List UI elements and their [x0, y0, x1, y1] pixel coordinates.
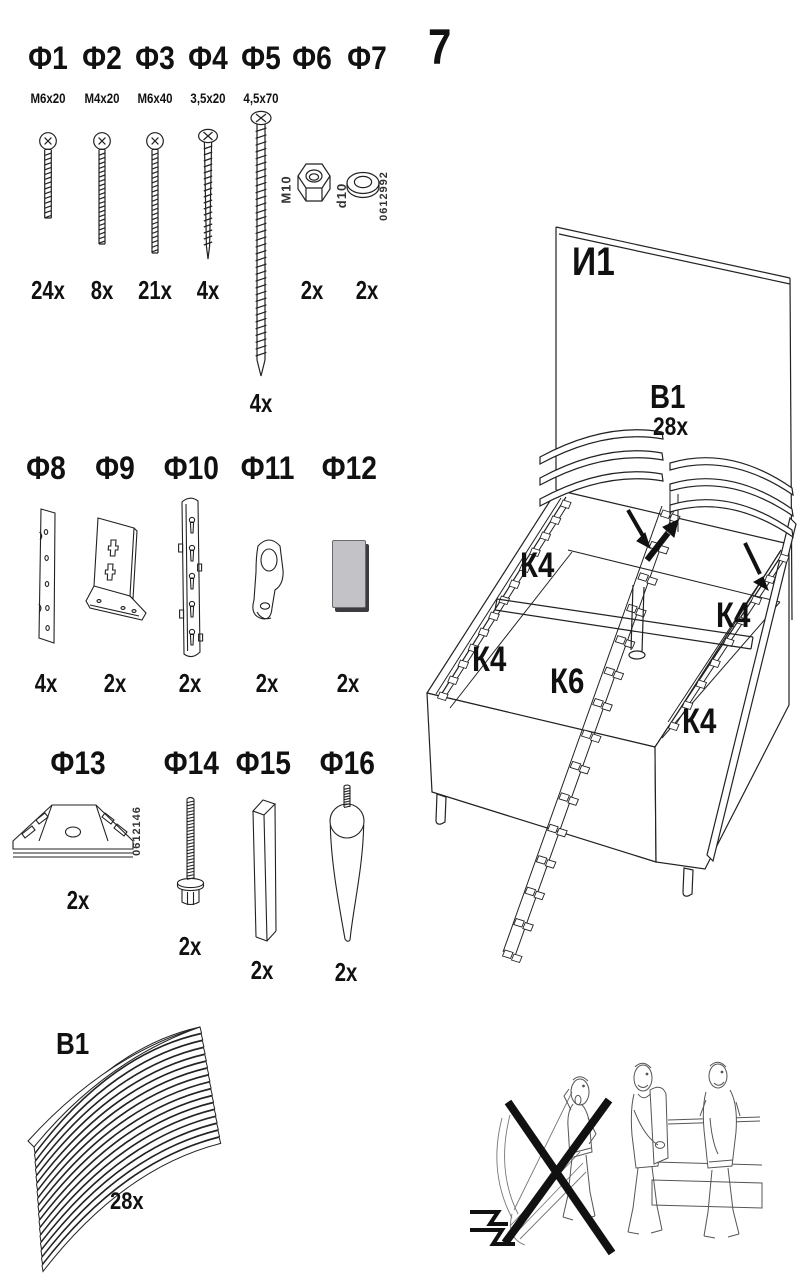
- part-label: Ф7: [347, 40, 387, 76]
- washer-marking: d10: [334, 182, 350, 209]
- part-count: 2x: [355, 275, 379, 305]
- screw-pan-icon: [36, 132, 60, 228]
- part-f1: [18, 40, 78, 370]
- part-count: 2x: [103, 668, 127, 698]
- part-count: 8x: [90, 275, 114, 305]
- part-label: Ф11: [240, 450, 295, 486]
- part-count: 2x: [334, 957, 358, 987]
- part-count: 2x: [178, 931, 202, 961]
- hex-nut-icon: [290, 152, 336, 214]
- headboard-label: И1: [572, 240, 615, 284]
- part-f6: [278, 40, 342, 370]
- part-count: 21x: [138, 275, 172, 305]
- part-f13: [8, 745, 148, 925]
- part-label: Ф4: [188, 40, 228, 76]
- part-label: Ф3: [135, 40, 175, 76]
- part-count: 2x: [336, 668, 360, 698]
- k4-label: К4: [472, 640, 507, 679]
- part-size: M6x20: [30, 90, 66, 106]
- part-size: 4,5x70: [243, 90, 279, 106]
- two-person-carry-icon: [628, 1062, 762, 1238]
- part-label: Ф6: [292, 40, 332, 76]
- part-count: 24x: [31, 275, 65, 305]
- k4-label: К4: [682, 702, 717, 741]
- part-label: Ф1: [28, 40, 68, 76]
- part-label: Ф9: [95, 450, 135, 486]
- slat-stack-illustration: [18, 1005, 228, 1277]
- slat-label: В1: [650, 378, 686, 415]
- round-leg-icon: [324, 783, 368, 947]
- k6-label: К6: [550, 662, 585, 701]
- part-count: 2x: [255, 668, 279, 698]
- part-label: Ф14: [163, 745, 219, 781]
- part-size: M4x20: [84, 90, 120, 106]
- square-leg-icon: [245, 795, 279, 945]
- part-label: Ф13: [50, 745, 106, 781]
- hinge-plate-icon: [244, 530, 290, 630]
- part-f15: [232, 745, 292, 985]
- part-label: Ф12: [321, 450, 377, 486]
- part-count: 4x: [249, 388, 273, 418]
- slat-count: 28x: [653, 413, 689, 441]
- part-label: Ф16: [319, 745, 375, 781]
- k4-label: К4: [716, 596, 751, 635]
- washer-icon: [343, 168, 383, 204]
- part-f9: [85, 450, 145, 700]
- part-f12: [318, 450, 378, 700]
- part-f8: [16, 450, 76, 700]
- part-label: Ф2: [82, 40, 122, 76]
- screw-long-icon: [248, 110, 274, 380]
- center-support-leg: [629, 585, 645, 659]
- part-label: Ф8: [26, 450, 66, 486]
- felt-pad-icon: [332, 540, 366, 608]
- part-count: 2x: [178, 668, 202, 698]
- part-f14: [160, 745, 220, 975]
- corner-bracket-icon: [10, 795, 136, 875]
- part-size: 3,5x20: [190, 90, 226, 106]
- slat-stack-count: 28x: [110, 1188, 144, 1215]
- part-count: 4x: [34, 668, 58, 698]
- screw-pan-icon: [90, 132, 114, 254]
- threaded-rod-icon: [171, 795, 209, 913]
- k4-label: К4: [520, 546, 555, 585]
- cross-out-x: [505, 1100, 612, 1253]
- slotted-plate-icon: [169, 494, 211, 664]
- screw-pan-icon: [143, 132, 167, 262]
- part-f7: [334, 40, 397, 370]
- nut-marking: M10: [278, 175, 294, 204]
- part-f10: [160, 450, 220, 700]
- part-count: 2x: [66, 885, 90, 915]
- part-count: 2x: [300, 275, 324, 305]
- slat-stack-label: В1: [56, 1026, 90, 1061]
- corner-bracket-part-code: 0612146: [130, 806, 143, 856]
- l-bracket-icon: [82, 508, 148, 636]
- part-count: 2x: [250, 955, 274, 985]
- screw-countersunk-icon: [197, 128, 219, 262]
- part-label: Ф15: [235, 745, 291, 781]
- carry-warning-illustration: [430, 1040, 800, 1268]
- part-count: 4x: [196, 275, 220, 305]
- part-label: Ф5: [241, 40, 281, 76]
- part-f11: [237, 450, 297, 700]
- washer-part-code: 0612992: [377, 171, 390, 221]
- flat-bracket-icon: [28, 506, 64, 648]
- page-number: 7: [428, 19, 452, 75]
- part-size: M6x40: [137, 90, 173, 106]
- slats-right-group: [670, 458, 793, 537]
- part-f16: [316, 745, 376, 985]
- slats-left-group: [540, 430, 663, 506]
- part-label: Ф10: [163, 450, 219, 486]
